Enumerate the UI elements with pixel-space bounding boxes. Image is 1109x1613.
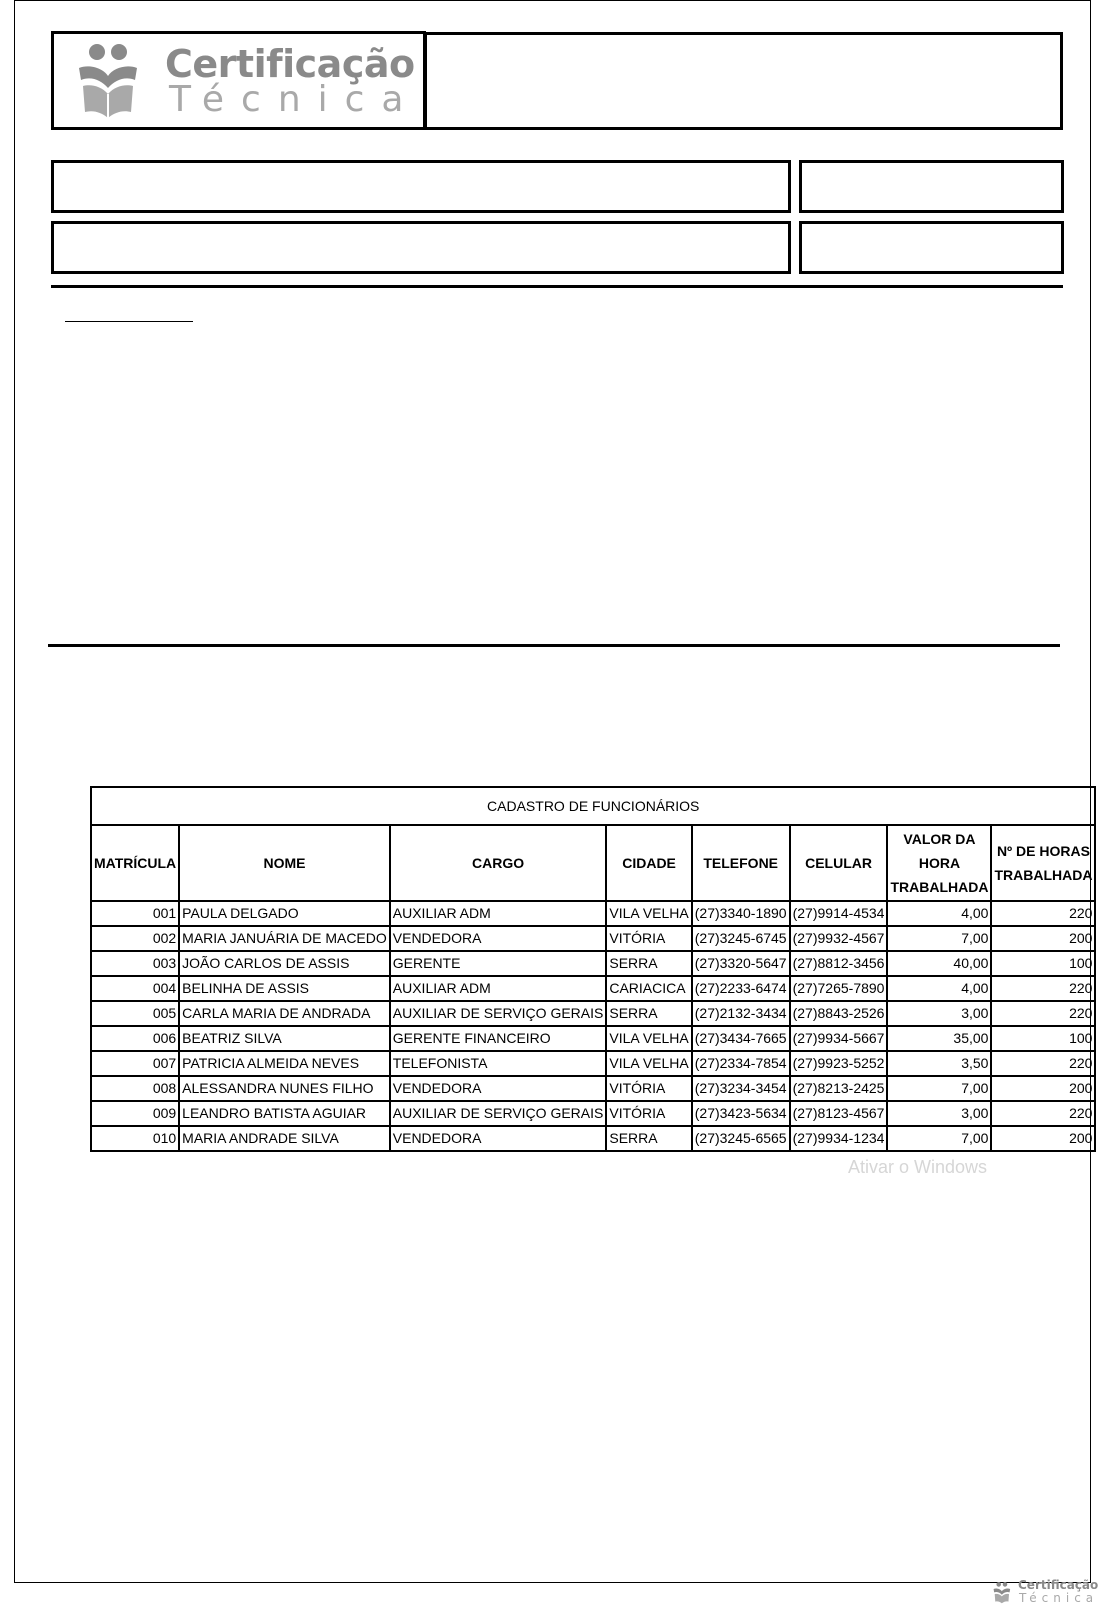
windows-watermark: Ativar o Windows xyxy=(848,1157,988,1177)
table-cell: 200 xyxy=(991,926,1095,951)
table-row xyxy=(91,1076,1095,1101)
table-cell: (27)9934-1234 xyxy=(790,1126,888,1151)
column-header: Nº DE HORAS TRABALHADA xyxy=(991,825,1095,901)
table-cell: JOÃO CARLOS DE ASSIS xyxy=(179,951,390,976)
employee-register-table xyxy=(90,786,1096,1152)
table-cell: 100 xyxy=(991,951,1095,976)
table-row xyxy=(91,901,1095,926)
table-cell: (27)3423-5634 xyxy=(692,1101,790,1126)
table-cell: MARIA ANDRADE SILVA xyxy=(179,1126,390,1151)
table-cell: VITÓRIA xyxy=(606,1101,691,1126)
table-cell: (27)8213-2425 xyxy=(790,1076,888,1101)
table-cell: 001 xyxy=(91,901,179,926)
table-row xyxy=(91,951,1095,976)
table-cell: 220 xyxy=(991,1101,1095,1126)
table-cell: VENDEDORA xyxy=(390,926,607,951)
table-cell: VENDEDORA xyxy=(390,1126,607,1151)
table-cell: (27)2233-6474 xyxy=(692,976,790,1001)
table-cell: (27)2334-7854 xyxy=(692,1051,790,1076)
people-book-icon xyxy=(993,1580,1017,1606)
column-header: CARGO xyxy=(390,825,607,901)
table-cell: GERENTE FINANCEIRO xyxy=(390,1026,607,1051)
table-cell: 009 xyxy=(91,1101,179,1126)
table-cell: (27)3434-7665 xyxy=(692,1026,790,1051)
footer-logo xyxy=(993,1578,1099,1608)
table-cell: 220 xyxy=(991,1001,1095,1026)
table-cell: 006 xyxy=(91,1026,179,1051)
table-cell: 200 xyxy=(991,1076,1095,1101)
table-cell: (27)8843-2526 xyxy=(790,1001,888,1026)
table-cell: (27)3245-6565 xyxy=(692,1126,790,1151)
table-cell: AUXILIAR DE SERVIÇO GERAIS xyxy=(390,1001,607,1026)
table-cell: (27)2132-3434 xyxy=(692,1001,790,1026)
certificacao-tecnica-logo xyxy=(77,42,421,122)
logo-text-line1: Certificação xyxy=(165,42,415,86)
table-cell: (27)9914-4534 xyxy=(790,901,888,926)
column-header: CELULAR xyxy=(790,825,888,901)
table-cell: (27)7265-7890 xyxy=(790,976,888,1001)
table-cell: SERRA xyxy=(606,951,691,976)
table-cell: ALESSANDRA NUNES FILHO xyxy=(179,1076,390,1101)
table-row xyxy=(91,976,1095,1001)
table-cell: (27)9923-5252 xyxy=(790,1051,888,1076)
table-cell: (27)3320-5647 xyxy=(692,951,790,976)
column-header: VALOR DA HORA TRABALHADA xyxy=(887,825,991,901)
table-row xyxy=(91,1051,1095,1076)
table-cell: (27)3234-3454 xyxy=(692,1076,790,1101)
table-cell: SERRA xyxy=(606,1126,691,1151)
table-cell: 003 xyxy=(91,951,179,976)
table-cell: (27)9932-4567 xyxy=(790,926,888,951)
class-field-box xyxy=(51,221,791,274)
table-cell: VILA VELHA xyxy=(606,1026,691,1051)
table-cell: 100 xyxy=(991,1026,1095,1051)
table-cell: 200 xyxy=(991,1126,1095,1151)
table-cell: PATRICIA ALMEIDA NEVES xyxy=(179,1051,390,1076)
table-cell: SERRA xyxy=(606,1001,691,1026)
table-cell: 005 xyxy=(91,1001,179,1026)
table-cell: (27)3340-1890 xyxy=(692,901,790,926)
top-divider xyxy=(51,285,1063,288)
column-header: NOME xyxy=(179,825,390,901)
footer-logo-line2: Técnica xyxy=(1019,1591,1099,1605)
table-cell: 010 xyxy=(91,1126,179,1151)
table-cell: 7,00 xyxy=(887,926,991,951)
table-title: CADASTRO DE FUNCIONÁRIOS xyxy=(91,787,1095,825)
name-field-box xyxy=(51,160,791,213)
grade-field-box xyxy=(799,221,1064,274)
table-cell: 4,00 xyxy=(887,901,991,926)
table-cell: VITÓRIA xyxy=(606,926,691,951)
logo-text-line2: Técnica xyxy=(169,79,421,120)
table-cell: VILA VELHA xyxy=(606,1051,691,1076)
table-cell: AUXILIAR ADM xyxy=(390,976,607,1001)
table-row xyxy=(91,1001,1095,1026)
table-cell: (27)9934-5667 xyxy=(790,1026,888,1051)
table-cell: 3,00 xyxy=(887,1001,991,1026)
table-cell: (27)8812-3456 xyxy=(790,951,888,976)
table-cell: 40,00 xyxy=(887,951,991,976)
table-cell: CARIACICA xyxy=(606,976,691,1001)
table-cell: 004 xyxy=(91,976,179,1001)
table-cell: BEATRIZ SILVA xyxy=(179,1026,390,1051)
column-header: CIDADE xyxy=(606,825,691,901)
table-row xyxy=(91,1026,1095,1051)
footer-logo-line1: Certificação xyxy=(1018,1578,1099,1592)
table-cell: 007 xyxy=(91,1051,179,1076)
table-cell: LEANDRO BATISTA AGUIAR xyxy=(179,1101,390,1126)
table-cell: VILA VELHA xyxy=(606,901,691,926)
table-cell: 220 xyxy=(991,901,1095,926)
table-cell: VITÓRIA xyxy=(606,1076,691,1101)
table-cell: 7,00 xyxy=(887,1126,991,1151)
date-field-box xyxy=(799,160,1064,213)
table-row xyxy=(91,926,1095,951)
table-cell: AUXILIAR DE SERVIÇO GERAIS xyxy=(390,1101,607,1126)
short-underline xyxy=(65,321,193,322)
table-cell: 3,50 xyxy=(887,1051,991,1076)
table-cell: PAULA DELGADO xyxy=(179,901,390,926)
table-cell: BELINHA DE ASSIS xyxy=(179,976,390,1001)
table-cell: (27)3245-6745 xyxy=(692,926,790,951)
table-cell: 7,00 xyxy=(887,1076,991,1101)
people-book-icon xyxy=(77,42,161,122)
table-cell: 4,00 xyxy=(887,976,991,1001)
table-cell: 220 xyxy=(991,1051,1095,1076)
title-box xyxy=(424,32,1063,130)
column-header: TELEFONE xyxy=(692,825,790,901)
table-cell: 008 xyxy=(91,1076,179,1101)
table-cell: 002 xyxy=(91,926,179,951)
table-cell: GERENTE xyxy=(390,951,607,976)
table-row xyxy=(91,1126,1095,1151)
table-cell: TELEFONISTA xyxy=(390,1051,607,1076)
table-cell: CARLA MARIA DE ANDRADA xyxy=(179,1001,390,1026)
table-cell: 3,00 xyxy=(887,1101,991,1126)
table-cell: (27)8123-4567 xyxy=(790,1101,888,1126)
bottom-divider xyxy=(48,644,1060,647)
table-cell: 220 xyxy=(991,976,1095,1001)
column-header: MATRÍCULA xyxy=(91,825,179,901)
table-cell: VENDEDORA xyxy=(390,1076,607,1101)
table-cell: AUXILIAR ADM xyxy=(390,901,607,926)
table-row xyxy=(91,1101,1095,1126)
table-cell: MARIA JANUÁRIA DE MACEDO xyxy=(179,926,390,951)
table-cell: 35,00 xyxy=(887,1026,991,1051)
